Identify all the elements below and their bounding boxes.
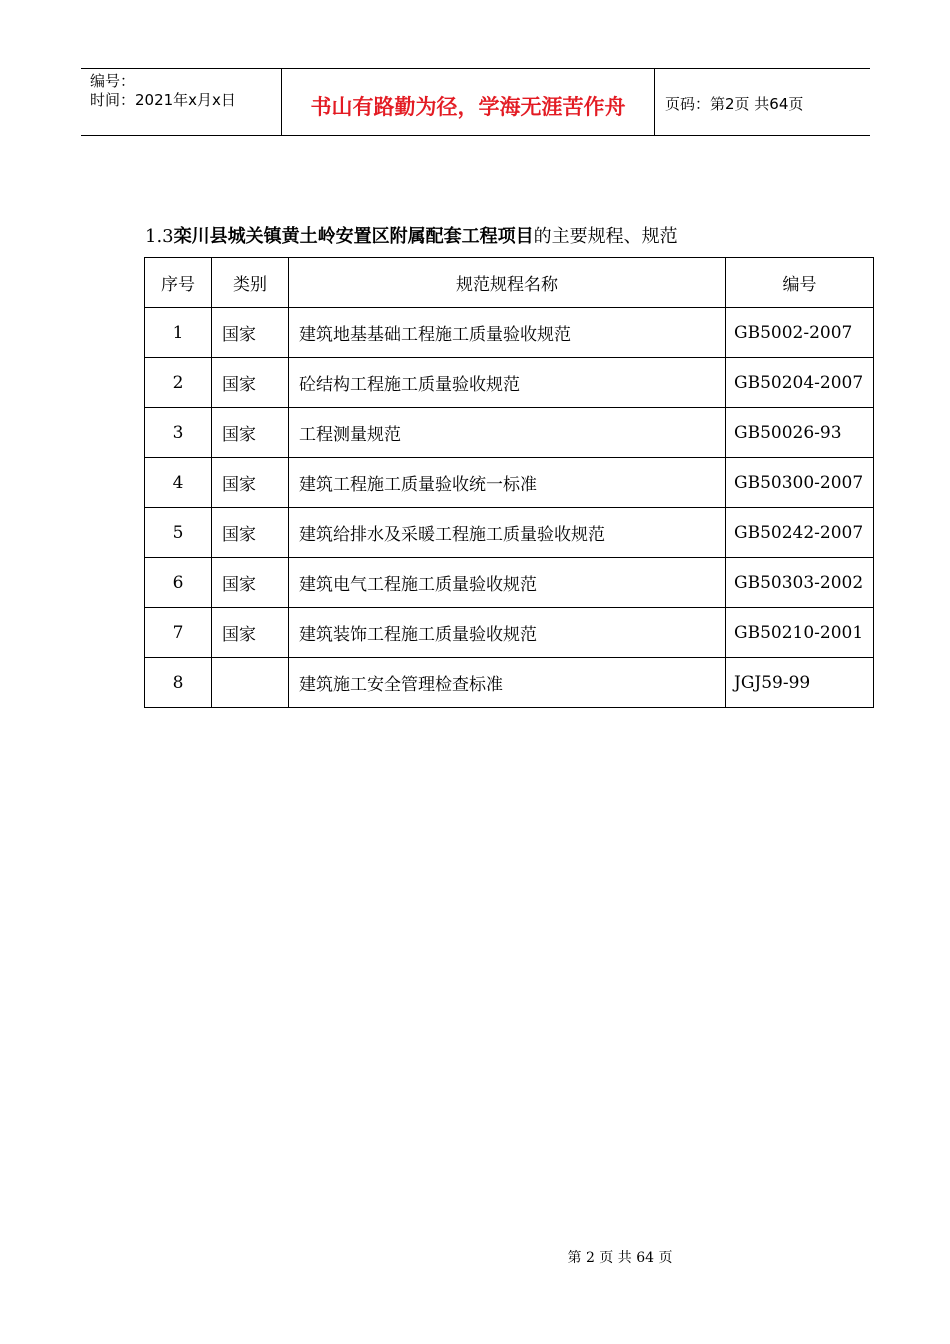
table-row [145, 308, 874, 358]
page-footer: 第 2 页 共 64 页 [567, 1250, 673, 1266]
cell-category: 国家 [212, 358, 289, 408]
table-row [145, 558, 874, 608]
cell-category: 国家 [212, 558, 289, 608]
column-header-code: 编号 [726, 258, 874, 308]
cell-code: GB50026-93 [726, 408, 874, 458]
header-motto-cell [282, 69, 655, 135]
cell-name: 建筑施工安全管理检查标准 [289, 658, 726, 708]
cell-category: 国家 [212, 408, 289, 458]
cell-name: 建筑电气工程施工质量验收规范 [289, 558, 726, 608]
cell-no: 7 [145, 608, 212, 658]
table-row [145, 358, 874, 408]
cell-name: 建筑地基基础工程施工质量验收规范 [289, 308, 726, 358]
column-header-name: 规范规程名称 [289, 258, 726, 308]
table-header-row [145, 258, 874, 308]
header-page-cell [655, 69, 870, 135]
header-info-cell [81, 69, 282, 135]
page-header [81, 68, 870, 136]
header-page-label: 页码：第2页 共64页 [665, 95, 804, 113]
cell-no: 3 [145, 408, 212, 458]
cell-category [212, 658, 289, 708]
table-row [145, 658, 874, 708]
cell-code: GB5002-2007 [726, 308, 874, 358]
cell-name: 砼结构工程施工质量验收规范 [289, 358, 726, 408]
cell-category: 国家 [212, 308, 289, 358]
document-time-label: 时间：2021年x月x日 [90, 91, 236, 109]
cell-no: 8 [145, 658, 212, 708]
cell-category: 国家 [212, 458, 289, 508]
cell-name: 建筑给排水及采暖工程施工质量验收规范 [289, 508, 726, 558]
table-row [145, 608, 874, 658]
cell-no: 5 [145, 508, 212, 558]
column-header-no: 序号 [145, 258, 212, 308]
cell-code: GB50300-2007 [726, 458, 874, 508]
table-row [145, 458, 874, 508]
column-header-category: 类别 [212, 258, 289, 308]
header-motto: 书山有路勤为径，学海无涯苦作舟 [310, 95, 626, 119]
cell-no: 6 [145, 558, 212, 608]
cell-no: 4 [145, 458, 212, 508]
section-number: 1.3 [145, 226, 174, 247]
cell-code: GB50242-2007 [726, 508, 874, 558]
cell-name: 建筑装饰工程施工质量验收规范 [289, 608, 726, 658]
cell-code: GB50204-2007 [726, 358, 874, 408]
cell-no: 1 [145, 308, 212, 358]
cell-no: 2 [145, 358, 212, 408]
cell-code: GB50210-2001 [726, 608, 874, 658]
standards-table [144, 257, 874, 708]
document-number-label: 编号： [90, 72, 136, 90]
table-row [145, 508, 874, 558]
section-title-suffix: 的主要规程、规范 [533, 226, 678, 247]
cell-code: JGJ59-99 [726, 658, 874, 708]
cell-category: 国家 [212, 508, 289, 558]
cell-name: 建筑工程施工质量验收统一标准 [289, 458, 726, 508]
cell-code: GB50303-2002 [726, 558, 874, 608]
cell-category: 国家 [212, 608, 289, 658]
table-row [145, 408, 874, 458]
cell-name: 工程测量规范 [289, 408, 726, 458]
section-title [145, 222, 678, 248]
section-project-name: 栾川县城关镇黄土岭安置区附属配套工程项目 [173, 226, 534, 247]
